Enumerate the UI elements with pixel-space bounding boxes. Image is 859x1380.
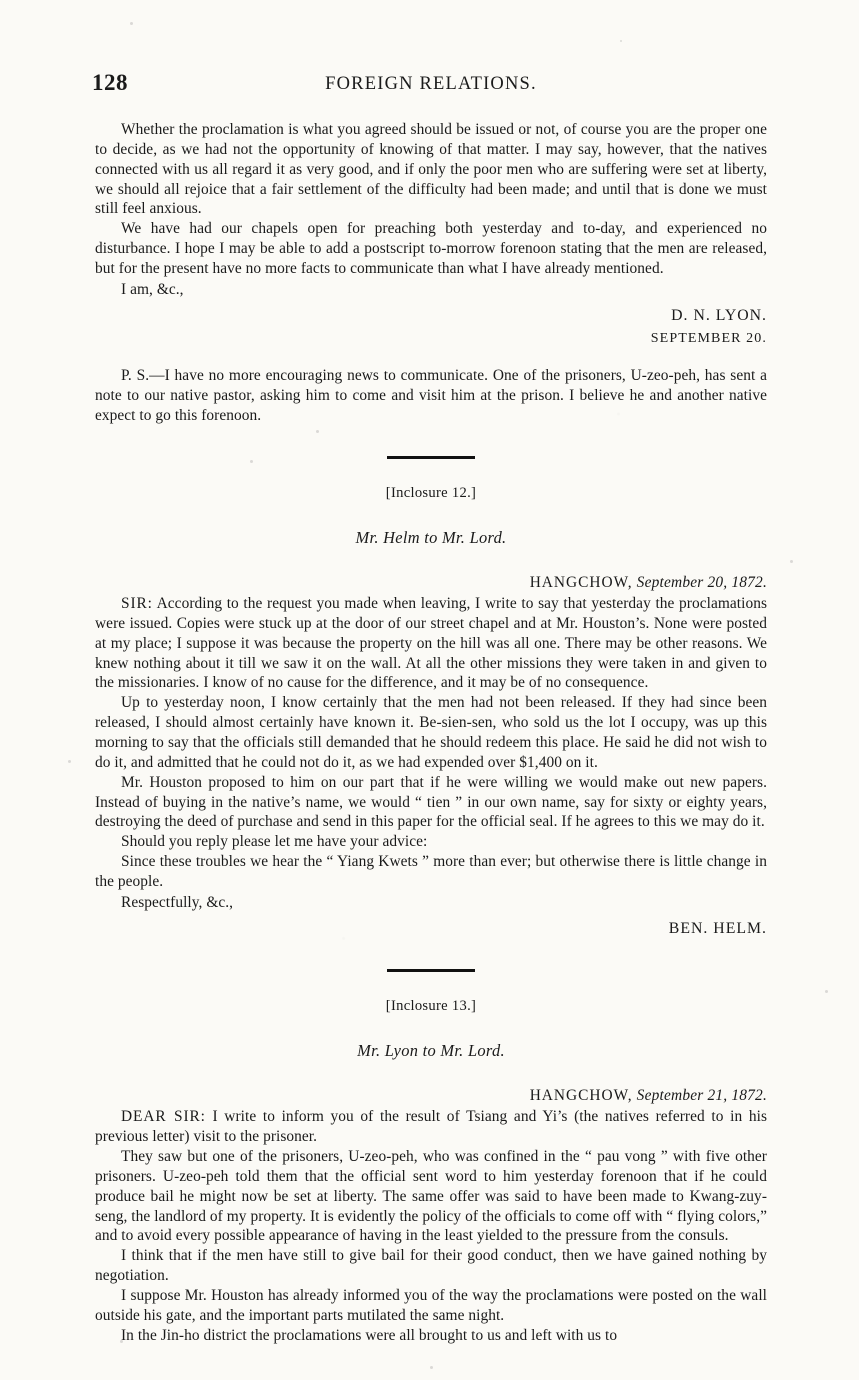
inclosure-label: [Inclosure 12.] [385, 485, 477, 502]
letter-closing: I am, &c., [121, 280, 184, 298]
paragraph: I suppose Mr. Houston has already informed you of the way the proclamations were posted on the wall outside his gate, and the important parts mutilated the same night. [95, 1287, 767, 1324]
document-title: Mr. Lyon to Mr. Lord. [357, 1041, 505, 1061]
page-number: 128 [92, 70, 128, 95]
page-content [92, 70, 768, 1346]
paper-speck [825, 990, 828, 993]
paragraph: In the Jin-ho district the proclamations were all brought to us and left with us to [121, 1326, 618, 1344]
paragraph: We have had our chapels open for preaching both yesterday and to-day, and experienced no disturbance. I hope I may be able to add a postscript to-morrow forenoon stating that the men are released, but for the present have no more facts to communicate than what I have already mentioned. [95, 220, 767, 278]
signature-name: D. N. LYON. [671, 306, 767, 324]
paper-speck [430, 1366, 433, 1369]
section-divider [387, 456, 475, 459]
paragraph: Mr. Houston proposed to him on our part that if he were willing we would make out new papers. Instead of buying in the native’s name, we would “ tien ” in our own name, say for sixty or eighty years, destroying the deed of purchase and send in this paper for the official seal. If he agrees to this we may do it. [95, 773, 767, 831]
page-header [92, 70, 767, 104]
paragraph: Since these troubles we hear the “ Yiang Kwets ” more than ever; but otherwise there is little change in the people. [95, 853, 767, 891]
dateline [95, 574, 767, 592]
salutation: DEAR SIR: [121, 1108, 206, 1126]
paragraph-text: According to the request you made when leaving, I write to say that yesterday the proclamations were issued. Copies were stuck up at the door of our street chapel and at Mr. Houston’s. None were posted at my place; I suppose it was because the property on the hill was all one. There may be other reasons. We knew nothing about it till we saw it on the wall. At all the other missions they were taken in and given to the missionaries. I know of no cause for the difference, and it may be of no consequence. [95, 595, 768, 692]
postscript: P. S.—I have no more encouraging news to communicate. One of the prisoners, U-zeo-peh, has sent a note to our native pastor, asking him to come and visit him at the prison. I believe he and another native expect to go this forenoon. [95, 367, 767, 425]
paper-speck [130, 22, 133, 25]
dateline-city: HANGCHOW, [529, 574, 633, 592]
paper-speck [68, 760, 71, 763]
signature-date: SEPTEMBER 20. [650, 331, 767, 347]
dateline-date: September 21, 1872. [636, 1087, 767, 1105]
paragraph: I think that if the men have still to give bail for their good conduct, then we have gained nothing by negotiation. [95, 1247, 767, 1285]
signature-name: BEN. HELM. [668, 919, 767, 937]
paper-speck [790, 560, 793, 563]
running-head: FOREIGN RELATIONS. [325, 74, 537, 94]
paragraph [95, 1107, 767, 1147]
paragraph [95, 594, 767, 693]
paragraph: Whether the proclamation is what you agreed should be issued or not, of course you are the proper one to decide, as we had not the opportunity of knowing of that matter. I may say, however, that the natives connected with us all regard it as very good, and if only the poor men who are suffering were set at liberty, we should all rejoice that a fair settlement of the difficulty had been made; and until that is done we must still feel anxious. [95, 121, 767, 218]
signature-block [95, 306, 767, 349]
dateline-city: HANGCHOW, [529, 1087, 633, 1105]
paper-speck [620, 40, 622, 42]
section-divider [387, 969, 475, 972]
paragraph-text: I write to inform you of the result of Tsiang and Yi’s (the natives referred to in his previous letter) visit to the prisoner. [95, 1108, 767, 1146]
letter-closing: Respectfully, &c., [121, 893, 234, 911]
dateline-date: September 20, 1872. [636, 574, 767, 592]
signature-block [95, 919, 767, 940]
paragraph: Should you reply please let me have your advice: [121, 833, 428, 851]
salutation: SIR: [121, 595, 153, 613]
paragraph: They saw but one of the prisoners, U-zeo-peh, who was confined in the “ pau vong ” with five other prisoners. U-zeo-peh told them that the official sent word to him yesterday forenoon that if he could produce bail he might now be set at liberty. The same offer was said to have been made to Kwang-zuy-seng, the landlord of my property. It is evidently the policy of the officials to come off with “ flying colors,” and to avoid every possible appearance of having in the least yielded to the pressure from the consuls. [95, 1148, 767, 1245]
document-title: Mr. Helm to Mr. Lord. [355, 528, 507, 548]
paragraph: Up to yesterday noon, I know certainly that the men had not been released. If they had since been released, I should almost certainly have known it. Be-sien-sen, who sold us the lot I occupy, was up this morning to say that the officials still demanded that he should redeem this place. He said he did not wish to do it, and admitted that he could not do it, as we had expended over $1,400 on it. [95, 694, 767, 771]
inclosure-label: [Inclosure 13.] [385, 998, 477, 1015]
dateline [95, 1087, 767, 1105]
